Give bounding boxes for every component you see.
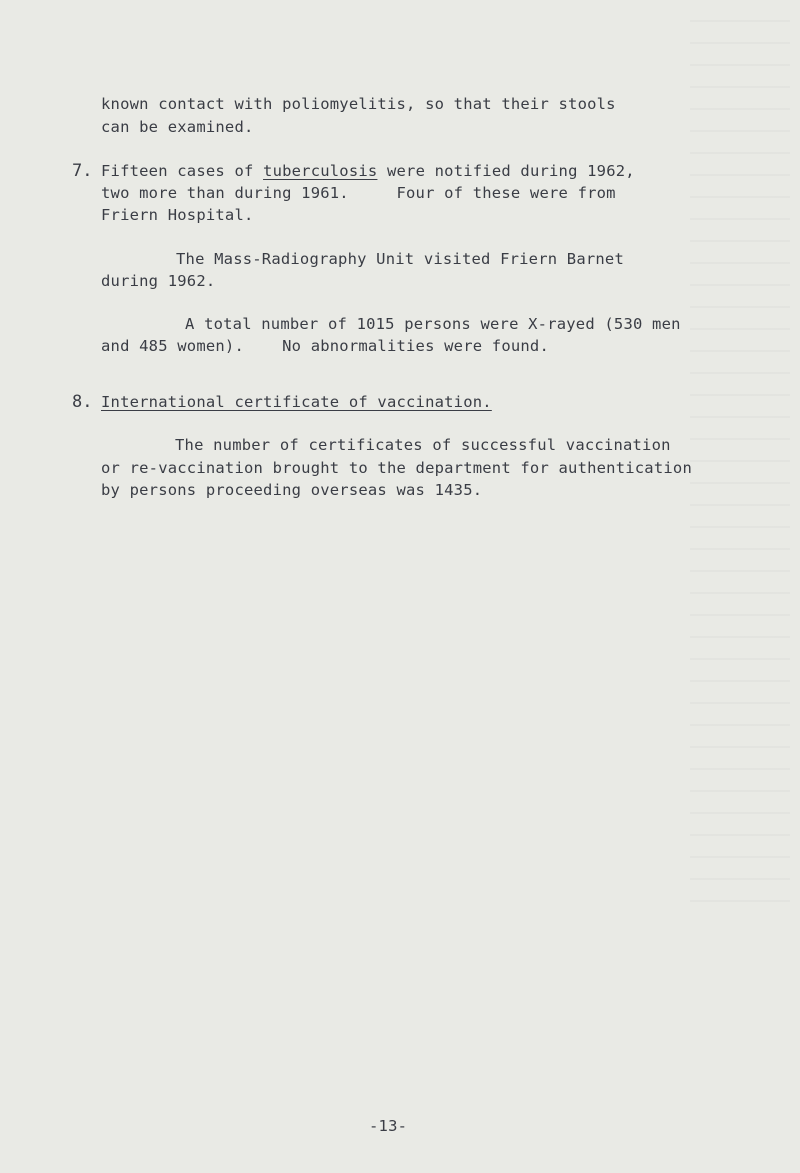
section-8-number: 8. xyxy=(72,392,93,412)
section-8-para-line-2: or re-vaccination brought to the department for authentication xyxy=(101,459,692,477)
section-7-line-1-post: were notified during 1962, xyxy=(377,162,635,180)
tuberculosis-term: tuberculosis xyxy=(263,162,378,180)
page-number: -13- xyxy=(369,1117,408,1135)
intro-line-2: can be examined. xyxy=(101,118,254,136)
section-7-para-2-line-1: The Mass-Radiography Unit visited Friern Barnet xyxy=(176,250,624,268)
section-7-line-3: Friern Hospital. xyxy=(101,206,254,224)
intro-line-1: known contact with poliomyelitis, so that their stools xyxy=(101,95,616,113)
show-through-bleed xyxy=(690,20,790,920)
section-7-line-1-pre: Fifteen cases of xyxy=(101,162,264,180)
section-8-heading: International certificate of vaccination. xyxy=(101,393,492,411)
section-7-line-2: two more than during 1961. Four of these were from xyxy=(101,184,616,202)
section-8-para-line-3: by persons proceeding overseas was 1435. xyxy=(101,481,483,499)
section-7-para-3-line-1: A total number of 1015 persons were X-rayed (530 men xyxy=(185,315,681,333)
section-7-para-3-line-2: and 485 women). No abnormalities were found. xyxy=(101,337,549,355)
section-8-para-line-1: The number of certificates of successful vaccination xyxy=(175,436,671,454)
section-7-number: 7. xyxy=(72,161,93,181)
section-7-line-1 xyxy=(101,161,635,181)
section-7-para-2-line-2: during 1962. xyxy=(101,272,216,290)
